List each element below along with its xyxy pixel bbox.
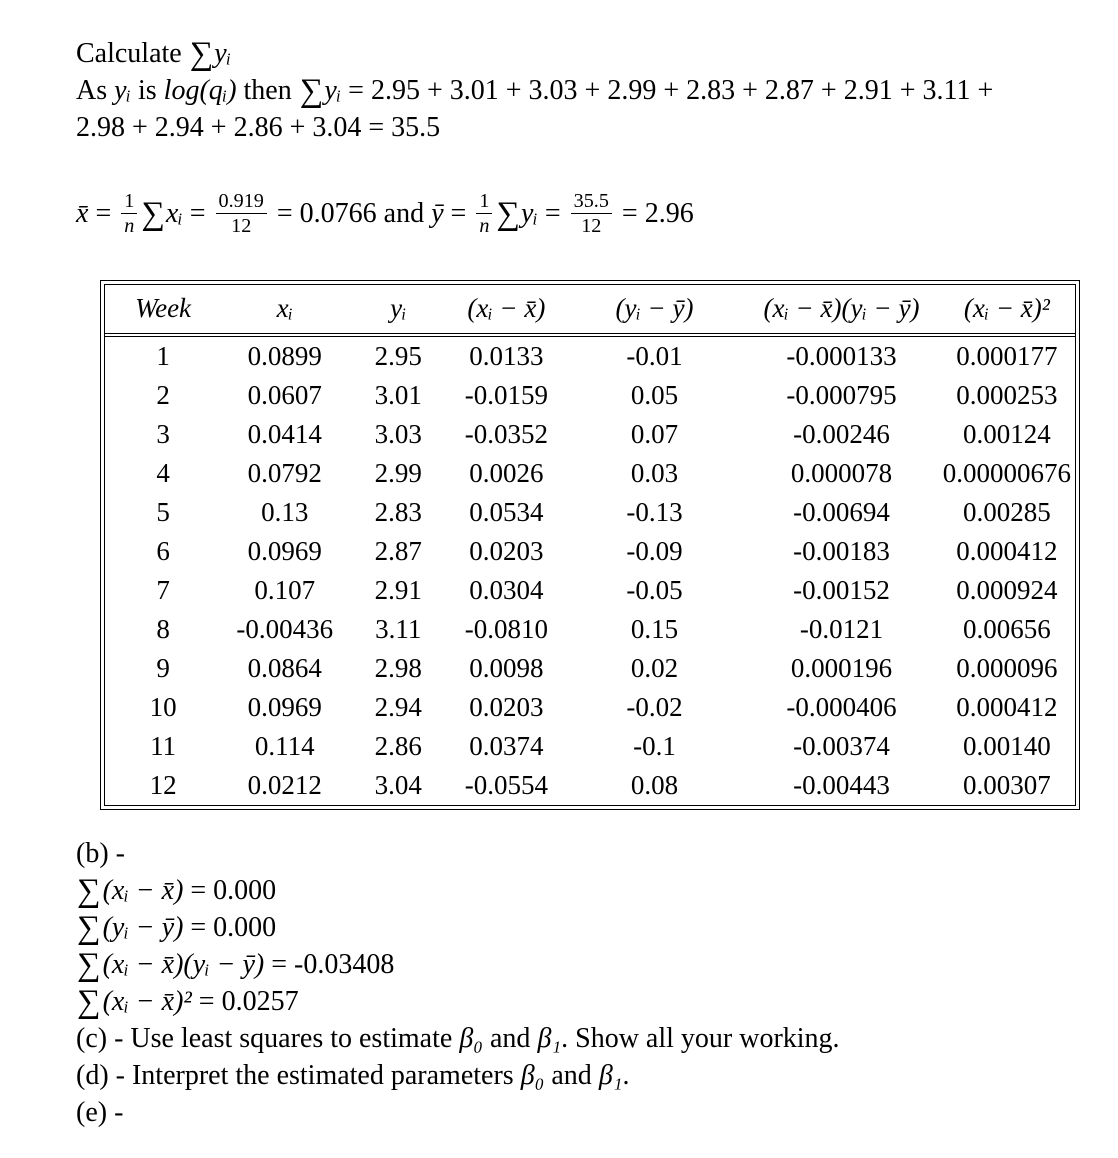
xbar-result-and: = 0.0766 and: [269, 197, 432, 229]
cell-deviation-product: -0.00183: [793, 536, 890, 567]
cell-week: 4: [156, 458, 170, 489]
cell-yi: 3.01: [374, 380, 422, 411]
cell-yi-deviation: -0.05: [626, 575, 683, 606]
var-yi: yᵢ: [114, 74, 131, 106]
var-yi: yᵢ: [520, 197, 538, 229]
cell-yi: 2.94: [374, 692, 422, 723]
sum-value: = 0.000: [183, 875, 277, 907]
cell-deviation-product: -0.00374: [793, 731, 890, 762]
cell-week: 1: [156, 341, 170, 372]
cell-xi: 0.0899: [247, 341, 322, 372]
cell-yi: 2.99: [374, 458, 422, 489]
cell-week: 12: [149, 770, 177, 801]
part-c-text: (c) - Use least squares to estimate: [76, 1023, 460, 1055]
cell-xi-deviation-squared: 0.000412: [956, 692, 1058, 723]
table-row: [105, 376, 1075, 415]
cell-xi: 0.0969: [247, 536, 322, 567]
cell-xi-deviation: 0.0098: [469, 653, 544, 684]
cell-week: 11: [150, 731, 177, 762]
cell-xi-deviation: 0.0374: [469, 731, 544, 762]
cell-yi-deviation: 0.08: [630, 770, 679, 801]
cell-xi-deviation: -0.0810: [464, 614, 548, 645]
table-header-cell: (xᵢ − x̄)(yᵢ − ȳ): [744, 285, 938, 335]
fraction-numerator: 1: [124, 189, 135, 212]
table-header-cell: xᵢ: [221, 285, 348, 335]
is-text: is: [130, 74, 164, 106]
table-row: [105, 415, 1075, 454]
cell-xi: 0.0414: [247, 419, 322, 450]
fraction-denominator: 12: [216, 213, 267, 238]
cell-week: 8: [156, 614, 170, 645]
var-xi: xᵢ: [165, 197, 183, 229]
table-row: [105, 532, 1075, 571]
table-header-row: [105, 285, 1075, 335]
cell-deviation-product: -0.000133: [786, 341, 897, 372]
answer-parts: [76, 836, 1010, 1132]
fraction-denominator: n: [476, 213, 492, 238]
summation-icon: ∑: [496, 195, 520, 232]
computation-table: [100, 280, 1080, 810]
cell-week: 7: [156, 575, 170, 606]
sum-expression: (xᵢ − x̄)(yᵢ − ȳ): [102, 949, 265, 981]
cell-deviation-product: 0.000196: [790, 653, 893, 684]
cell-week: 3: [156, 419, 170, 450]
cell-xi: 0.114: [254, 731, 315, 762]
sum-equation: [76, 873, 1010, 910]
fraction-denominator: 12: [571, 213, 612, 238]
var-yi: yᵢ: [324, 74, 342, 106]
table-header-cell: (yᵢ − ȳ): [565, 285, 745, 335]
cell-deviation-product: -0.0121: [799, 614, 884, 645]
part-c-text-end: . Show all your working.: [561, 1023, 840, 1055]
summation-icon: ∑: [77, 873, 101, 910]
cell-xi-deviation-squared: 0.000412: [956, 536, 1058, 567]
table-header-cell: Week: [105, 285, 221, 335]
cell-deviation-product: -0.00246: [793, 419, 890, 450]
sum-expression: (yᵢ − ȳ): [102, 912, 184, 944]
cell-xi-deviation-squared: 0.00307: [962, 770, 1051, 801]
intro-line-1: [76, 36, 1010, 73]
cell-yi: 2.86: [374, 731, 422, 762]
cell-xi: 0.107: [254, 575, 316, 606]
table-row: [105, 766, 1075, 805]
cell-xi-deviation-squared: 0.000253: [956, 380, 1058, 411]
cell-xi: 0.0607: [247, 380, 322, 411]
table-header-cell: (xᵢ − x̄)²: [939, 285, 1075, 335]
cell-yi-deviation: 0.15: [630, 614, 679, 645]
summation-icon: ∑: [141, 195, 165, 232]
part-e-label: (e) -: [76, 1097, 124, 1129]
summation-icon: ∑: [77, 910, 101, 947]
means-equation: [76, 191, 1010, 240]
summation-icon: ∑: [189, 35, 214, 72]
cell-yi-deviation: -0.1: [633, 731, 676, 762]
cell-week: 6: [156, 536, 170, 567]
cell-xi: 0.0969: [247, 692, 322, 723]
cell-xi-deviation-squared: 0.00656: [962, 614, 1051, 645]
fraction-numerator: 35.5: [573, 189, 609, 212]
cell-xi: 0.0212: [247, 770, 322, 801]
cell-xi-deviation: 0.0133: [469, 341, 544, 372]
cell-xi-deviation: -0.0554: [464, 770, 548, 801]
fraction-one-over-n: [476, 189, 492, 238]
fraction-919-over-12: [216, 189, 267, 238]
cell-xi-deviation-squared: 0.000096: [956, 653, 1058, 684]
cell-xi-deviation: 0.0026: [469, 458, 544, 489]
cell-xi-deviation: 0.0203: [469, 692, 544, 723]
sum-equation: [76, 947, 1010, 984]
fraction-numerator: 1: [479, 189, 490, 212]
table-header-cell: yᵢ: [348, 285, 448, 335]
and-text: and: [483, 1023, 538, 1055]
cell-yi-deviation: 0.03: [630, 458, 679, 489]
cell-xi-deviation-squared: 0.00124: [962, 419, 1051, 450]
table-body: [105, 335, 1075, 805]
cell-yi: 2.87: [374, 536, 422, 567]
cell-deviation-product: -0.000795: [786, 380, 897, 411]
table-row: [105, 649, 1075, 688]
sum-equation: [76, 910, 1010, 947]
cell-xi-deviation-squared: 0.00000676: [942, 458, 1071, 489]
sum-expression: (xᵢ − x̄): [102, 875, 184, 907]
summation-icon: ∑: [299, 72, 324, 109]
table-header-cell: (xᵢ − x̄): [448, 285, 565, 335]
cell-yi: 3.11: [375, 614, 422, 645]
cell-deviation-product: 0.000078: [790, 458, 893, 489]
cell-yi-deviation: 0.05: [630, 380, 679, 411]
table-row: [105, 610, 1075, 649]
and-text: and: [544, 1060, 599, 1092]
cell-yi-deviation: -0.13: [626, 497, 683, 528]
intro-line-2: [76, 73, 1010, 147]
cell-yi: 2.83: [374, 497, 422, 528]
part-b-sums: [76, 873, 1010, 1021]
regression-working-table: [105, 285, 1075, 805]
var-ybar: ȳ: [431, 197, 444, 229]
cell-xi-deviation: 0.0534: [469, 497, 544, 528]
sum-value: = 0.0257: [191, 986, 299, 1018]
var-beta0: β₀: [520, 1060, 545, 1092]
computation-table-inner-border: [104, 284, 1076, 806]
cell-deviation-product: -0.00443: [793, 770, 890, 801]
var-log-qi: log(qᵢ): [163, 74, 237, 106]
var-beta1: β₁: [537, 1023, 562, 1055]
cell-yi-deviation: 0.02: [630, 653, 679, 684]
table-row: [105, 688, 1075, 727]
cell-week: 9: [156, 653, 170, 684]
cell-yi-deviation: -0.01: [626, 341, 683, 372]
cell-xi-deviation-squared: 0.00285: [962, 497, 1051, 528]
part-c-line: [76, 1021, 1010, 1058]
sum-expression: (xᵢ − x̄)²: [102, 986, 192, 1018]
cell-xi: -0.00436: [236, 614, 334, 645]
fraction-numerator: 0.919: [218, 189, 264, 212]
cell-yi: 2.91: [374, 575, 422, 606]
part-b-label: (b) -: [76, 838, 125, 870]
cell-yi: 3.04: [374, 770, 422, 801]
fraction-denominator: n: [121, 213, 137, 238]
cell-xi: 0.0792: [247, 458, 322, 489]
cell-yi: 2.95: [374, 341, 422, 372]
cell-deviation-product: -0.00152: [793, 575, 890, 606]
ybar-result: = 2.96: [614, 197, 694, 229]
cell-xi-deviation-squared: 0.000177: [956, 341, 1058, 372]
cell-xi: 0.13: [261, 497, 309, 528]
cell-xi-deviation: 0.0304: [469, 575, 544, 606]
cell-yi-deviation: 0.07: [630, 419, 679, 450]
var-beta1: β₁: [598, 1060, 623, 1092]
cell-deviation-product: -0.00694: [793, 497, 890, 528]
table-head: [105, 285, 1075, 335]
cell-xi-deviation: -0.0159: [464, 380, 548, 411]
table-row: [105, 493, 1075, 532]
var-xbar: x̄: [76, 197, 89, 229]
calculate-text: Calculate: [76, 38, 189, 69]
cell-yi: 3.03: [374, 419, 422, 450]
fraction-355-over-12: [571, 189, 612, 238]
cell-xi-deviation-squared: 0.000924: [956, 575, 1058, 606]
cell-yi: 2.98: [374, 653, 422, 684]
table-row: [105, 454, 1075, 493]
var-beta0: β₀: [459, 1023, 483, 1055]
sum-equation: [76, 984, 1010, 1021]
fraction-one-over-n: [121, 189, 137, 238]
summation-icon: ∑: [77, 947, 101, 984]
cell-week: 5: [156, 497, 170, 528]
summation-icon: ∑: [77, 984, 101, 1021]
table-row: [105, 571, 1075, 610]
cell-xi-deviation: 0.0203: [469, 536, 544, 567]
table-row: [105, 335, 1075, 376]
then-text: then: [236, 74, 299, 106]
table-row: [105, 727, 1075, 766]
cell-yi-deviation: -0.02: [626, 692, 683, 723]
part-d-text-end: .: [622, 1060, 630, 1092]
sum-value: = 0.000: [183, 912, 277, 944]
cell-week: 2: [156, 380, 170, 411]
cell-deviation-product: -0.000406: [786, 692, 897, 723]
sum-expansion: = 2.95 + 3.01 + 3.03 + 2.99 + 2.83 + 2.87 + 2.91 + 3.11 + 2.98 + 2.94 + 2.86 + 3.04 = 35.5: [76, 74, 1001, 143]
var-yi: yᵢ: [214, 38, 232, 69]
as-text: As: [76, 74, 115, 106]
cell-xi-deviation: -0.0352: [464, 419, 548, 450]
cell-xi-deviation-squared: 0.00140: [962, 731, 1051, 762]
part-d-line: [76, 1058, 1010, 1095]
part-d-text: (d) - Interpret the estimated parameters: [76, 1060, 521, 1092]
equals-sign: =: [537, 197, 568, 229]
equals-sign: =: [443, 197, 474, 229]
sum-value: = -0.03408: [264, 949, 395, 981]
equals-sign: =: [88, 197, 119, 229]
cell-yi-deviation: -0.09: [626, 536, 683, 567]
equals-sign: =: [182, 197, 213, 229]
cell-week: 10: [149, 692, 177, 723]
cell-xi: 0.0864: [247, 653, 322, 684]
